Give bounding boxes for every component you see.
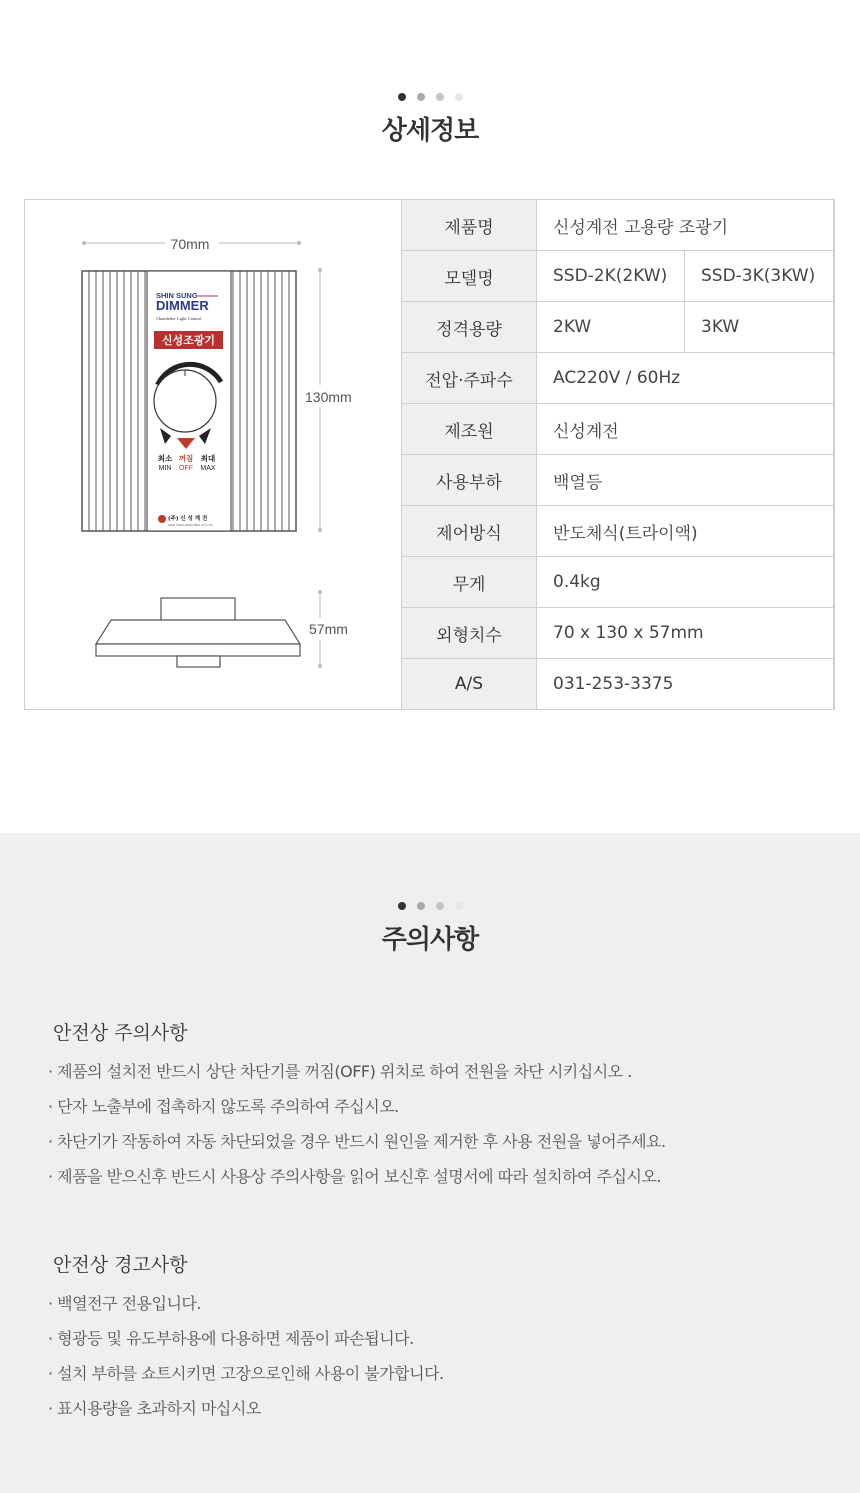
- spec-value: 신성계전 고용량 조광기: [537, 200, 835, 251]
- spec-label: 외형치수: [402, 608, 537, 659]
- brand-badge: 신성조광기: [161, 334, 216, 347]
- warning-title: 안전상 경고사항: [53, 1254, 188, 1276]
- spec-label: 제조원: [402, 404, 537, 455]
- spec-row-capacity: [402, 302, 835, 353]
- brand-top: SHIN SUNG: [156, 291, 198, 300]
- list-item: · 백열전구 전용입니다.: [48, 1294, 201, 1313]
- pagination-dots: [0, 902, 860, 910]
- spec-row-size: [402, 608, 835, 659]
- spec-value: 70 x 130 x 57mm: [537, 608, 835, 659]
- depth-label: 57mm: [309, 621, 348, 637]
- spec-row-weight: [402, 557, 835, 608]
- off-kr: 꺼짐: [178, 454, 194, 463]
- dot: [417, 902, 425, 910]
- spec-row-control: [402, 506, 835, 557]
- spec-value: SSD-2K(2KW): [537, 251, 685, 302]
- list-item: · 설치 부하를 쇼트시키면 고장으로인해 사용이 불가합니다.: [48, 1364, 444, 1383]
- spec-value: 031-253-3375: [537, 659, 835, 710]
- spec-row-name: [402, 200, 835, 251]
- dimmer-front-view: [82, 271, 296, 531]
- list-item: · 차단기가 작동하여 자동 차단되었을 경우 반드시 원인을 제거한 후 사용 전원을 넣어주세요.: [48, 1132, 666, 1151]
- spec-value: 0.4kg: [537, 557, 835, 608]
- min-en: MIN: [158, 465, 172, 472]
- caution-section: [0, 833, 860, 1493]
- spec-value: 2KW: [537, 302, 685, 353]
- brand-sub: Chandelier Light Control: [156, 316, 202, 321]
- spec-value: 반도체식(트라이액): [537, 506, 835, 557]
- spec-row-voltage: [402, 353, 835, 404]
- spec-label: A/S: [402, 659, 537, 710]
- dot: [455, 902, 463, 910]
- spec-row-load: [402, 455, 835, 506]
- height-label: 130mm: [305, 389, 352, 405]
- dot: [417, 93, 425, 101]
- list-item: · 제품을 받으신후 반드시 사용상 주의사항을 읽어 보신후 설명서에 따라 설치하여 주십시오.: [48, 1167, 661, 1186]
- safety-list: [48, 1059, 666, 1199]
- max-en: MAX: [200, 465, 216, 472]
- spec-label: 모델명: [402, 251, 537, 302]
- spec-row-as: [402, 659, 835, 710]
- spec-box: [24, 199, 834, 710]
- spec-label: 정격용량: [402, 302, 537, 353]
- product-figure: [25, 200, 401, 709]
- caution-title: 주의사항: [381, 925, 479, 955]
- width-label: 70mm: [170, 236, 210, 252]
- dot: [436, 93, 444, 101]
- detail-title: 상세정보: [381, 116, 479, 146]
- dot-active: [398, 93, 406, 101]
- dot: [455, 93, 463, 101]
- maker-kr: (주) 신 성 계 전: [168, 516, 208, 522]
- list-item: · 표시용량을 초과하지 마십시오: [48, 1399, 261, 1418]
- pagination-dots: [0, 93, 860, 101]
- spec-row-maker: [402, 404, 835, 455]
- dimmer-side-view: [96, 598, 300, 667]
- spec-value: 백열등: [537, 455, 835, 506]
- off-en: OFF: [179, 465, 193, 472]
- spec-value: 신성계전: [537, 404, 835, 455]
- spec-label: 무게: [402, 557, 537, 608]
- list-item: · 형광등 및 유도부하용에 다용하면 제품이 파손됩니다.: [48, 1329, 414, 1348]
- spec-value: AC220V / 60Hz: [537, 353, 835, 404]
- dot-active: [398, 902, 406, 910]
- warning-list: [48, 1291, 444, 1431]
- safety-title: 안전상 주의사항: [53, 1022, 188, 1044]
- spec-row-model: [402, 251, 835, 302]
- list-item: · 제품의 설치전 반드시 상단 차단기를 꺼짐(OFF) 위치로 하여 전원을 차단 시키십시오 .: [48, 1062, 632, 1081]
- min-kr: 최소: [157, 454, 173, 463]
- list-item: · 단자 노출부에 접촉하지 않도록 주의하여 주십시오.: [48, 1097, 399, 1116]
- maker-en: SHIN SUNG ELECTRIC CO.,LTD: [168, 523, 213, 527]
- spec-value: SSD-3K(3KW): [685, 251, 835, 302]
- max-kr: 최대: [200, 454, 216, 463]
- dimmer-drawing: [25, 200, 401, 709]
- spec-label: 사용부하: [402, 455, 537, 506]
- spec-label: 제품명: [402, 200, 537, 251]
- spec-value: 3KW: [685, 302, 835, 353]
- spec-table: [401, 199, 835, 710]
- maker-logo-icon: [158, 515, 166, 523]
- dot: [436, 902, 444, 910]
- brand-main: DIMMER: [156, 298, 209, 313]
- spec-label: 제어방식: [402, 506, 537, 557]
- spec-label: 전압·주파수: [402, 353, 537, 404]
